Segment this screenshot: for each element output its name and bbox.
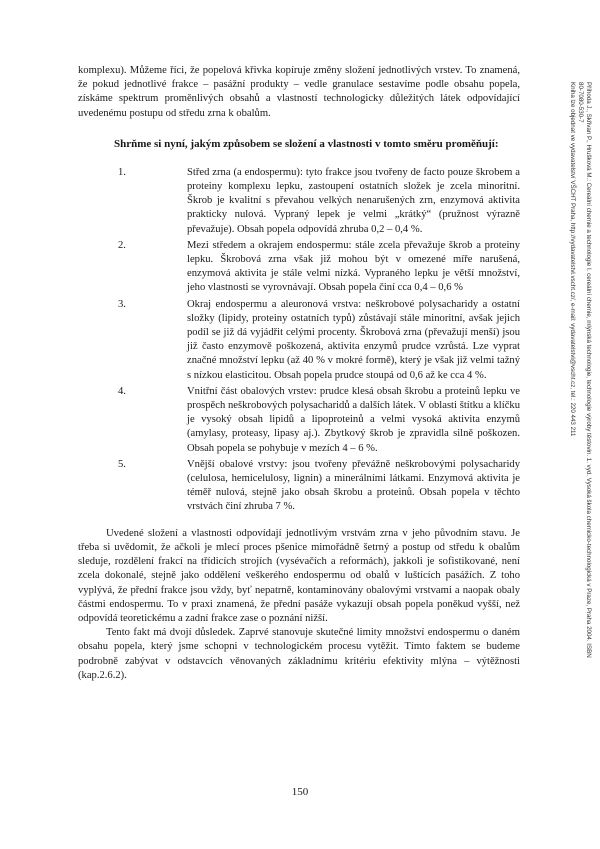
body-text [78,64,520,683]
page-number: 150 [291,786,309,798]
list-item-number: 5. [118,458,126,470]
list-item-text: Vnitřní část obalových vrstev: prudce klesá obsah škrobu a proteinů lepku ve prospěch neškrobových polysacharidů a dalších látek. V oblasti štítku a klíčku je vysoký obsah lipidů a lipoproteinů a velmi vysoká aktivita enzymů (amylasy, proteasy, lipasy aj.). Zbytkový škrob je zpravidla silně poškozen. Obsah popela se pohybuje v mezích 4 – 6 %. [187,385,520,454]
list-item-text: Střed zrna (a endospermu): tyto frakce jsou tvořeny de facto pouze škrobem a proteiny komplexu lepku, zastoupení ostatních složek je zcela minoritní. Škrob je kvalitní s převahou velkých nenarušených zrn, enzymová aktivita prakticky nulová. Vypraný lepek je velmi „krátký“ (pružnost výrazně převažuje). Obsah popela odpovídá zhruba 0,2 – 0,4 %. [187,166,520,235]
properties-list [78,166,520,515]
list-item [78,458,520,515]
side-citation [569,82,593,822]
list-item-text: Mezi středem a okrajem endospermu: stále zcela převažuje škrob a proteiny lepku. Škrobová zrna však již mohou být v omezené míře narušená, enzymová aktivita je stále velmi nízká. Vypraného lepku je větší množství, jeho vlastnosti se vyrovnávají. Obsah popela činí cca 0,4 – 0,6 % [187,239,520,294]
list-item-number: 2. [118,239,126,251]
order-info-line: Kniha lze objednat ve vydavatelství VŠCHT Praha, http://vydavatelstvi.vscht.cz/, e-mail: vydavatelstvi@vscht.cz, tel.: 220 443 211 [569,82,576,437]
citation-line: Příhoda J., Skřivan P., Hrušková M.: Cereální chemie a technologie I. cereální chemie, mlýnská technologie, technologie výroby těstovin. 1. vyd. Vysoká škola chemicko-technologická v Praze, Praha 2004. ISBN [585,82,592,658]
list-item [78,239,520,296]
list-item-text: Vnější obalové vrstvy: jsou tvořeny převážně neškrobovými polysacharidy (celulosa, hemicelulosy, lignin) a minerálními látkami. Enzymová aktivita je téměř nulová, stejně jako obsah škrobu a proteinů. Obsah popela v těchto vrstvách činí zhruba 7 %. [187,458,520,513]
list-item-number: 3. [118,298,126,310]
section-heading: Shrňme si nyní, jakým způsobem se složení a vlastnosti v tomto směru proměňují: [114,137,499,150]
list-item [78,385,520,456]
list-item-text: Okraj endospermu a aleuronová vrstva: neškrobové polysacharidy a ostatní složky (lipidy, proteiny ostatních typů) zůstávají stále minoritní, avšak jejich podíl se již dá vyjádřit celými procenty. Škrobová zrna (převažují menší) jsou již často enzymově poškozená, aktivita enzymů prudce vzrůstá. Lze vyprat značné množství lepku (až 40 % v mokré formě), který je však již velmi tažný s nízkou elasticitou. Obsah popela prudce stoupá od 0,6 až ke cca 4 %. [187,298,520,381]
list-item [78,166,520,237]
citation-line: 80-7080-530-7 [577,82,584,123]
intro-paragraph: komplexu). Můžeme říci, že popelová křivka kopíruje změny složení jednotlivých vrstev. To znamená, že pokud jednotlivé frakce – pasážní produkty – vedle granulace sestavíme podle obsahu popela, získáme spektrum proměnlivých obsahů a vlastností technologicky důležitých látek odpovídající uvedenému postupu od středu zrna k obalům. [78,65,520,119]
list-item [78,298,520,383]
paragraph: Uvedené složení a vlastnosti odpovídají jednotlivým vrstvám zrna v jeho původním stavu. Je třeba si uvědomit, že ačkoli je mlecí proces pšenice mimořádně šetrný a postup od středu k obalům sleduje, rozdělení frakcí na třídicích strojích (vysévačích a reformách), jakkoli je sofistikované, není zcela dokonalé, stejně jako oddělení veškerého endospermu od obalů v luštících pasážích. Z toho vyplývá, že přední frakce jsou vždy, byť nepatrně, kontaminovány obalovými vrstvami a naopak obaly částmi endospermu. To v praxi znamená, že přední pasáže vykazují obsah popela poněkud vyšší, než odpovídá teoretickému a zadní frakce zase o poznání nižší. [78,527,520,624]
list-item-number: 4. [118,385,126,397]
paragraph: Tento fakt má dvojí důsledek. Zaprvé stanovuje skutečné limity množství endospermu o daném obsahu popela, který jsme schopni v technologickém procesu vytěžit. Tímto faktem se budeme podrobně zabývat v odstavcích věnovaných základnímu kritériu efektivity mlýna – výtěžnosti (kap.2.6.2). [78,627,520,681]
list-item-number: 1. [118,166,126,178]
